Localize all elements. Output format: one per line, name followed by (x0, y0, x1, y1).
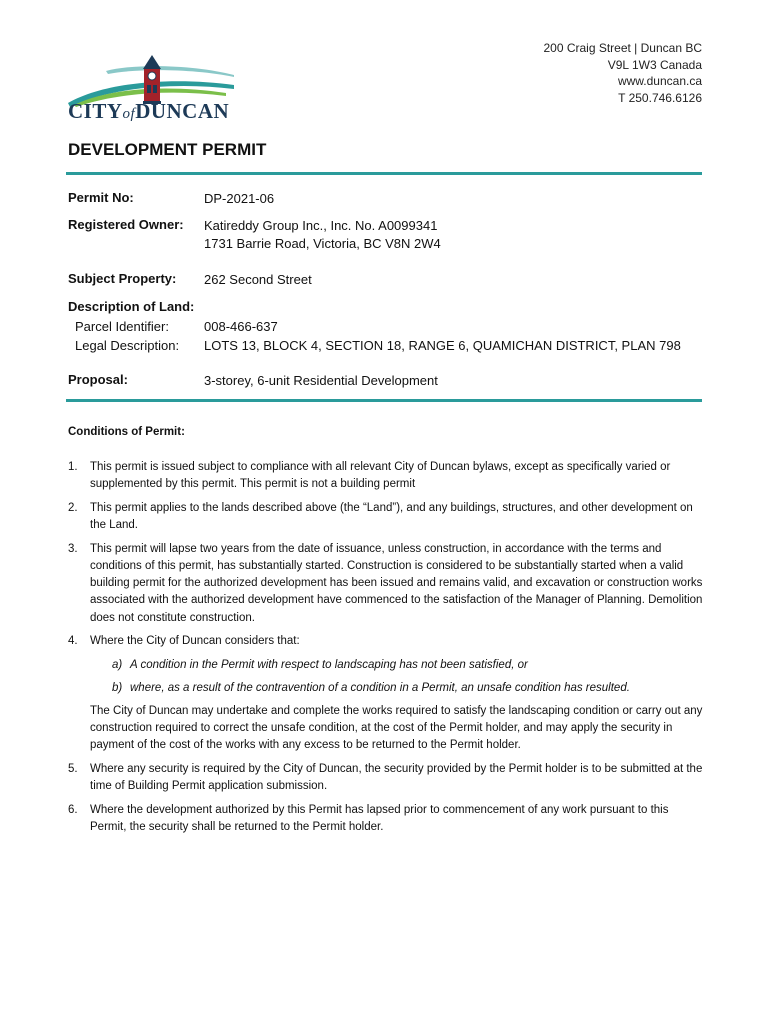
condition-item: 1. This permit is issued subject to compliance with all relevant City of Duncan bylaws, except as specifically varied or supplemented by this permit. This permit is not a building permit (68, 461, 671, 491)
proposal-label: Proposal: (68, 372, 128, 387)
legal-description-label: Legal Description: (75, 338, 180, 353)
condition-item: 5. Where any security is required by the City of Duncan, the security provided by the Permit holder is to be submitted at the time of Building Permit application submission. (68, 763, 703, 793)
parcel-identifier-label: Parcel Identifier: (75, 319, 169, 334)
subject-property-value: 262 Second Street (204, 272, 312, 287)
sub-condition-a: a) A condition in the Permit with respect to landscaping has not been satisfied, or (112, 658, 528, 671)
sub-condition-b: b) where, as a result of the contravention of a condition in a Permit, an unsafe condition has resulted. (112, 681, 630, 694)
registered-owner-address: 1731 Barrie Road, Victoria, BC V8N 2W4 (204, 236, 441, 251)
address-website: www.duncan.ca (617, 74, 702, 88)
parcel-identifier-value: 008-466-637 (204, 319, 278, 334)
address-street: 200 Craig Street | Duncan BC (543, 41, 702, 55)
city-of-duncan-logo (66, 55, 246, 125)
address-postal: V9L 1W3 Canada (607, 57, 702, 72)
logo-wordmark: CITYofDUNCAN (68, 99, 230, 123)
permit-number-label: Permit No: (68, 190, 134, 205)
address-phone: T 250.746.6126 (618, 90, 702, 105)
condition-4-followup: The City of Duncan may undertake and complete the works required to satisfy the landscaping condition or carry out any construction required to correct the unsafe condition, at the cost of the Permit holder, and may apply the security in payment of the cost of the works with any excess to be returned to the Permit holder. (90, 704, 703, 752)
condition-item: 4. Where the City of Duncan considers that: a) A condition in the Permit with respect to landscaping has not been satisfied, or b) where, as a result of the contravention of a condition in a Permit, an unsafe condition has resulted. The City of Duncan may undertake and complete the works required to satisfy the landscaping condition or carry out any construction required to correct the unsafe condition, at the cost of the Permit holder, and may apply the security in payment of the cost of the works with any excess to be returned to the Permit holder. (68, 633, 708, 754)
registered-owner-label: Registered Owner: (68, 217, 184, 232)
description-of-land-label: Description of Land: (68, 299, 195, 314)
subject-property-label: Subject Property: (68, 271, 177, 286)
city-address-block (543, 40, 702, 106)
clock-tower-icon (140, 55, 164, 105)
condition-item: 3. This permit will lapse two years from the date of issuance, unless construction, in accordance with the terms and conditions of this permit, has substantially started. Construction is considered to be substantially started when a valid building permit for the authorized development has been issued and remains valid, and excavation or construction works associated with the authorized development have commenced to the satisfaction of the Manager of Planning. Demolition does not constitute construction. (68, 542, 703, 624)
conditions-heading: Conditions of Permit: (68, 426, 185, 438)
top-divider (66, 172, 702, 175)
conditions-list (68, 459, 708, 843)
condition-item: 2. This permit applies to the lands described above (the “Land”), and any buildings, structures, and other development on the Land. (68, 501, 693, 532)
legal-description-value: LOTS 13, BLOCK 4, SECTION 18, RANGE 6, QUAMICHAN DISTRICT, PLAN 798 (204, 338, 681, 353)
bottom-divider (66, 399, 702, 402)
document-title: DEVELOPMENT PERMIT (68, 140, 267, 159)
condition-sublist (90, 657, 708, 697)
proposal-value: 3-storey, 6-unit Residential Development (204, 373, 438, 388)
registered-owner-name: Katireddy Group Inc., Inc. No. A0099341 (204, 218, 438, 233)
permit-number-value: DP-2021-06 (204, 191, 275, 206)
condition-item: 6. Where the development authorized by this Permit has lapsed prior to commencement of any work pursuant to this Permit, the security shall be returned to the Permit holder. (68, 803, 669, 834)
